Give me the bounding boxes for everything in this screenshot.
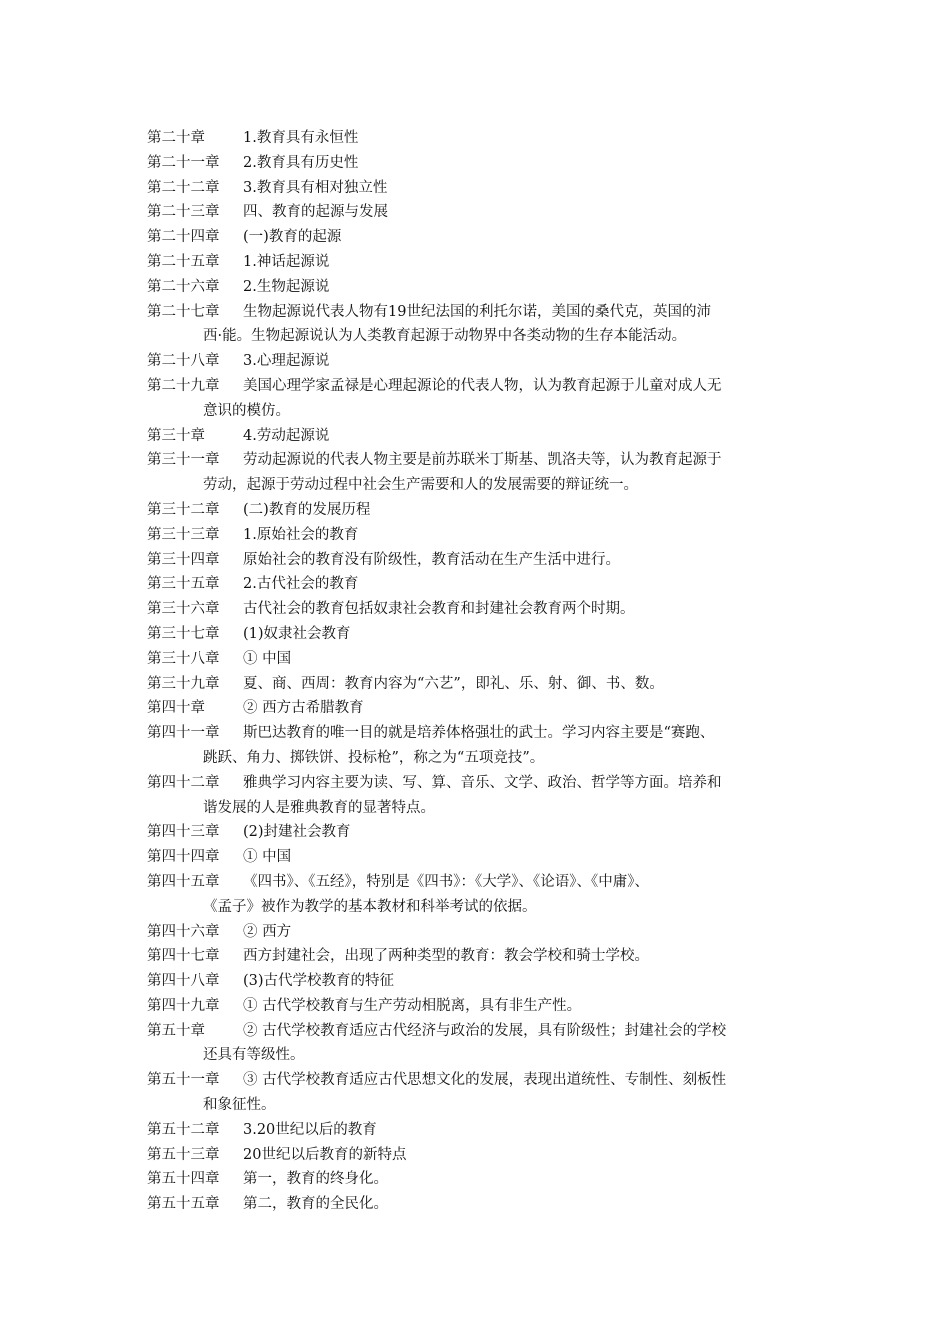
- chapter-text: 1.教育具有永恒性: [243, 130, 359, 146]
- chapter-text: 1.神话起源说: [243, 253, 330, 270]
- chapter-label: 第三十九章: [147, 675, 220, 692]
- chapter-label: 第四十六章: [147, 923, 220, 940]
- chapter-list: [147, 126, 807, 1217]
- chapter-line: [147, 672, 807, 697]
- chapter-text-continuation: 跳跃、角力、掷铁饼、投标枪”，称之为“五项竞技”。: [203, 749, 545, 766]
- chapter-label: 第三十四章: [147, 551, 220, 568]
- chapter-text: 4.劳动起源说: [243, 427, 330, 444]
- chapter-text: 2.教育具有历史性: [243, 154, 359, 171]
- chapter-line: [147, 523, 807, 548]
- chapter-label: 第五十章: [147, 1022, 205, 1039]
- chapter-label: 第五十四章: [147, 1171, 220, 1188]
- chapter-text: ② 西方古希腊教育: [243, 700, 364, 717]
- chapter-label: 第二十三章: [147, 204, 220, 221]
- chapter-label: 第三十七章: [147, 625, 220, 642]
- chapter-text: 1.原始社会的教育: [243, 526, 359, 543]
- chapter-text: 古代社会的教育包括奴隶社会教育和封建社会教育两个时期。: [243, 601, 635, 618]
- chapter-text: ② 古代学校教育适应古代经济与政治的发展，具有阶级性；封建社会的学校: [243, 1022, 727, 1039]
- chapter-text: 雅典学习内容主要为读、写、算、音乐、文学、政治、哲学等方面。培养和: [243, 774, 722, 791]
- chapter-label: 第二十四章: [147, 229, 220, 246]
- chapter-text: 2.生物起源说: [243, 278, 330, 295]
- chapter-text: 西方封建社会，出现了两种类型的教育：教会学校和骑士学校。: [243, 948, 649, 965]
- chapter-label: 第二十八章: [147, 353, 220, 370]
- chapter-line: [147, 275, 807, 300]
- chapter-text: (一)教育的起源: [243, 229, 342, 246]
- chapter-text: 原始社会的教育没有阶级性，教育活动在生产生活中进行。: [243, 551, 620, 568]
- chapter-text: 20世纪以后教育的新特点: [243, 1146, 407, 1163]
- chapter-label: 第二十六章: [147, 278, 220, 295]
- chapter-text: 《四书》、《五经》，特别是《四书》：《大学》、《论语》、《中庸》、: [243, 873, 649, 890]
- chapter-text: ① 中国: [243, 650, 292, 667]
- chapter-label: 第三十一章: [147, 452, 220, 469]
- chapter-text: ① 古代学校教育与生产劳动相脱离，具有非生产性。: [243, 997, 582, 1014]
- chapter-label: 第四十八章: [147, 973, 220, 990]
- chapter-label: 第二十一章: [147, 154, 220, 171]
- chapter-line: [147, 374, 807, 424]
- chapter-label: 第三十章: [147, 427, 205, 444]
- chapter-label: 第四十七章: [147, 948, 220, 965]
- chapter-text: 四、教育的起源与发展: [243, 204, 388, 221]
- chapter-line: [147, 225, 807, 250]
- chapter-label: 第三十五章: [147, 576, 220, 593]
- chapter-line: [147, 572, 807, 597]
- chapter-text: (1)奴隶社会教育: [243, 625, 351, 642]
- chapter-text: ② 西方: [243, 923, 292, 940]
- chapter-text-continuation: 劳动，起源于劳动过程中社会生产需要和人的发展需要的辩证统一。: [203, 477, 638, 494]
- chapter-text: 2.古代社会的教育: [243, 576, 359, 593]
- chapter-label: 第四十二章: [147, 774, 220, 791]
- chapter-text: 3.20世纪以后的教育: [243, 1121, 377, 1138]
- chapter-line: [147, 721, 807, 771]
- chapter-text-continuation: 意识的模仿。: [203, 402, 290, 419]
- chapter-line: [147, 994, 807, 1019]
- chapter-text: 斯巴达教育的唯一目的就是培养体格强壮的武士。学习内容主要是“赛跑、: [243, 725, 715, 742]
- chapter-text-continuation: 谐发展的人是雅典教育的显著特点。: [203, 799, 435, 816]
- chapter-label: 第五十一章: [147, 1072, 220, 1089]
- chapter-label: 第二十七章: [147, 303, 220, 320]
- chapter-label: 第四十三章: [147, 824, 220, 841]
- chapter-text-continuation: 《孟子》被作为教学的基本教材和科举考试的依据。: [203, 898, 537, 915]
- chapter-line: [147, 647, 807, 672]
- chapter-label: 第四十四章: [147, 849, 220, 866]
- chapter-text: ① 中国: [243, 849, 292, 866]
- chapter-line: [147, 944, 807, 969]
- chapter-line: [147, 1143, 807, 1168]
- chapter-line: [147, 597, 807, 622]
- chapter-text: 第一，教育的终身化。: [243, 1171, 388, 1188]
- chapter-line: [147, 548, 807, 573]
- chapter-text-continuation: 西·能。生物起源说认为人类教育起源于动物界中各类动物的生存本能活动。: [203, 328, 687, 345]
- chapter-text: 生物起源说代表人物有19世纪法国的利托尔诺，美国的桑代克，英国的沛: [243, 303, 711, 320]
- chapter-line: [147, 1068, 807, 1118]
- chapter-text: 第二，教育的全民化。: [243, 1196, 388, 1213]
- chapter-line: [147, 622, 807, 647]
- chapter-text: 3.心理起源说: [243, 353, 330, 370]
- chapter-label: 第四十九章: [147, 997, 220, 1014]
- chapter-label: 第二十五章: [147, 253, 220, 270]
- chapter-label: 第三十三章: [147, 526, 220, 543]
- chapter-label: 第五十二章: [147, 1121, 220, 1138]
- chapter-label: 第三十二章: [147, 501, 220, 518]
- chapter-line: [147, 1192, 807, 1217]
- chapter-text: 夏、商、西周：教育内容为“六艺”，即礼、乐、射、御、书、数。: [243, 675, 664, 692]
- chapter-line: [147, 696, 807, 721]
- chapter-label: 第四十一章: [147, 725, 220, 742]
- chapter-label: 第五十三章: [147, 1146, 220, 1163]
- chapter-label: 第四十章: [147, 700, 205, 717]
- chapter-label: 第二十九章: [147, 377, 220, 394]
- chapter-line: [147, 1019, 807, 1069]
- chapter-text: 美国心理学家孟禄是心理起源论的代表人物，认为教育起源于儿童对成人无: [243, 377, 722, 394]
- chapter-line: [147, 349, 807, 374]
- chapter-label: 第三十八章: [147, 650, 220, 667]
- chapter-line: [147, 176, 807, 201]
- chapter-line: [147, 969, 807, 994]
- chapter-label: 第四十五章: [147, 873, 220, 890]
- chapter-line: [147, 424, 807, 449]
- chapter-line: [147, 200, 807, 225]
- chapter-text: 3.教育具有相对独立性: [243, 179, 388, 196]
- chapter-text-continuation: 还具有等级性。: [203, 1047, 305, 1064]
- chapter-line: [147, 498, 807, 523]
- chapter-line: [147, 1118, 807, 1143]
- chapter-label: 第二十二章: [147, 179, 220, 196]
- chapter-line: [147, 870, 807, 920]
- chapter-line: [147, 845, 807, 870]
- chapter-line: [147, 920, 807, 945]
- chapter-text: ③ 古代学校教育适应古代思想文化的发展，表现出道统性、专制性、刻板性: [243, 1072, 727, 1089]
- chapter-text: (2)封建社会教育: [243, 824, 351, 841]
- chapter-label: 第三十六章: [147, 601, 220, 618]
- chapter-line: [147, 126, 807, 151]
- chapter-line: [147, 151, 807, 176]
- chapter-line: [147, 300, 807, 350]
- chapter-text: (二)教育的发展历程: [243, 501, 371, 518]
- chapter-line: [147, 448, 807, 498]
- chapter-line: [147, 771, 807, 821]
- chapter-text-continuation: 和象征性。: [203, 1097, 276, 1114]
- chapter-line: [147, 1167, 807, 1192]
- chapter-label: 第二十章: [147, 130, 205, 146]
- chapter-text: 劳动起源说的代表人物主要是前苏联米丁斯基、凯洛夫等，认为教育起源于: [243, 452, 722, 469]
- chapter-text: (3)古代学校教育的特征: [243, 973, 395, 990]
- chapter-line: [147, 250, 807, 275]
- chapter-label: 第五十五章: [147, 1196, 220, 1213]
- chapter-line: [147, 820, 807, 845]
